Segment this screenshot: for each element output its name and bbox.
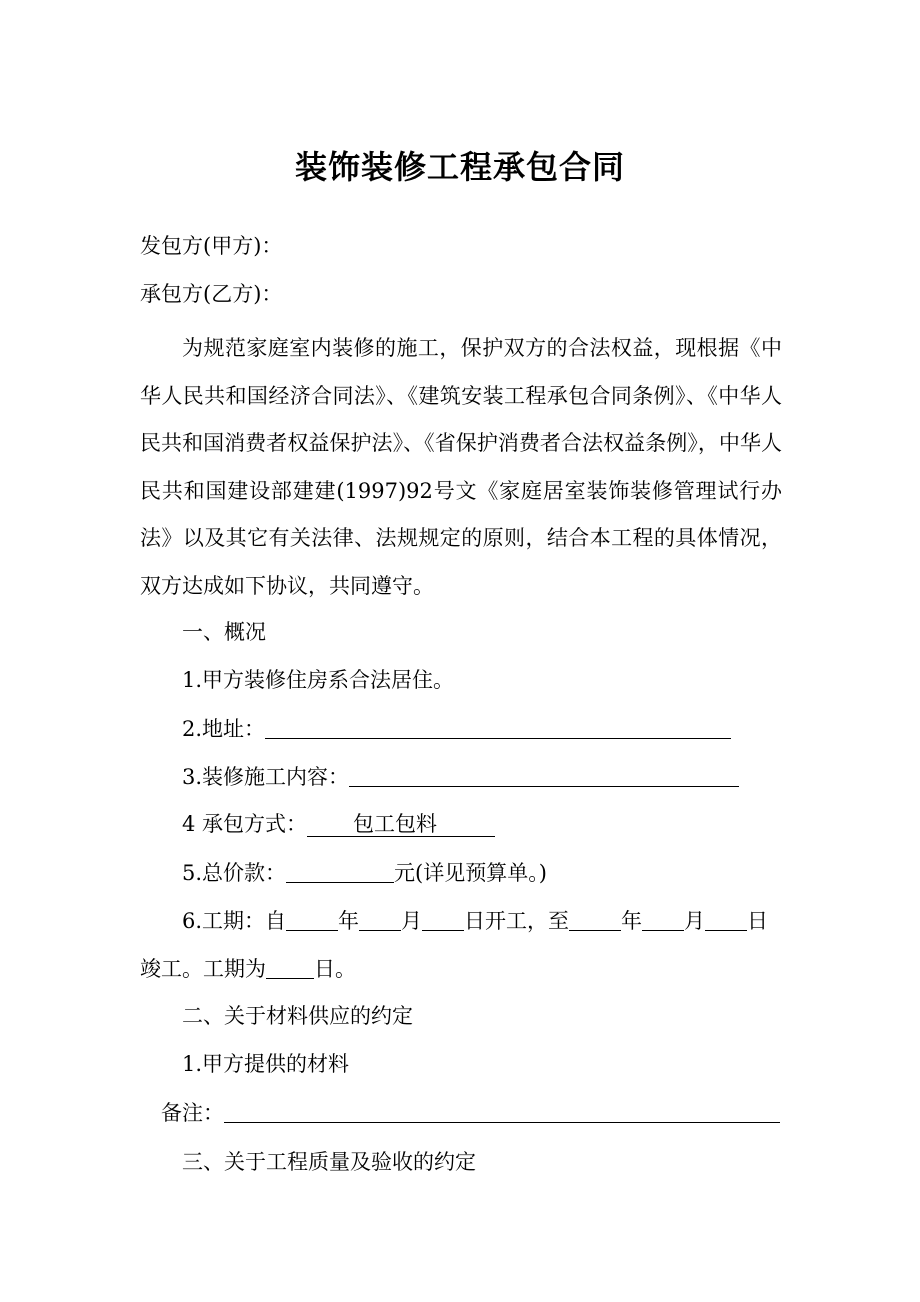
end-month-label: 月 — [684, 909, 706, 933]
section1-heading: 一、概况 — [182, 620, 266, 644]
completion-prefix: 竣工。工期为 — [140, 957, 266, 981]
start-year-label: 年 — [338, 909, 360, 933]
section2-item1: 1.甲方提供的材料 — [182, 1052, 350, 1076]
start-day-label: 日开工，至 — [464, 909, 570, 933]
party-b-label: 承包方(乙方)： — [140, 282, 283, 306]
party-a-label: 发包方(甲方)： — [140, 234, 283, 258]
page-title: 装饰装修工程承包合同 — [294, 148, 625, 186]
content-row — [182, 761, 739, 792]
remark-row — [161, 1097, 780, 1128]
intro-paragraph: 为规范家庭室内装修的施工，保护双方的合法权益，现根据《中华人民共和国经济合同法》、《建筑安装工程承包合同条例》、《中华人民共和国消费者权益保护法》、《省保护消费者合法权益条例》，中华人民共和国建设部建建(1997)92号文《家庭居室装饰装修管理试行办法》以及其它有关法律、法规规定的原则，结合本工程的具体情况，双方达成如下协议，共同遵守。 — [140, 336, 782, 598]
start-month-blank — [359, 908, 401, 931]
end-year-blank — [569, 908, 621, 931]
remark-blank — [224, 1100, 780, 1123]
address-row — [182, 713, 731, 744]
content-label: 3.装修施工内容： — [182, 765, 350, 789]
total-price-label: 5.总价款： — [182, 861, 287, 885]
end-month-blank — [642, 908, 684, 931]
end-day-blank — [705, 908, 747, 931]
total-price-row — [182, 857, 547, 888]
contract-method-label: 4 承包方式： — [182, 812, 308, 836]
section1-item1: 1.甲方装修住房系合法居住。 — [182, 668, 455, 692]
content-blank — [349, 764, 739, 787]
contract-method-row — [182, 809, 495, 839]
schedule-row — [182, 905, 768, 936]
completion-suffix: 日。 — [314, 957, 356, 981]
start-day-blank — [422, 908, 464, 931]
section3-heading: 三、关于工程质量及验收的约定 — [182, 1150, 476, 1174]
schedule-label: 6.工期：自 — [182, 909, 287, 933]
remark-label: 备注： — [161, 1101, 224, 1125]
total-price-suffix: 元(详见预算单。) — [394, 861, 547, 885]
schedule-row-2 — [140, 953, 356, 984]
section2-heading: 二、关于材料供应的约定 — [182, 1004, 413, 1028]
end-year-label: 年 — [621, 909, 643, 933]
address-label: 2.地址： — [182, 717, 266, 741]
total-price-blank — [286, 860, 394, 883]
contract-method-value: 包工包料 — [307, 812, 495, 837]
duration-blank — [266, 956, 314, 979]
start-year-blank — [286, 908, 338, 931]
address-blank — [265, 716, 731, 739]
end-day-label: 日 — [747, 909, 769, 933]
start-month-label: 月 — [401, 909, 423, 933]
